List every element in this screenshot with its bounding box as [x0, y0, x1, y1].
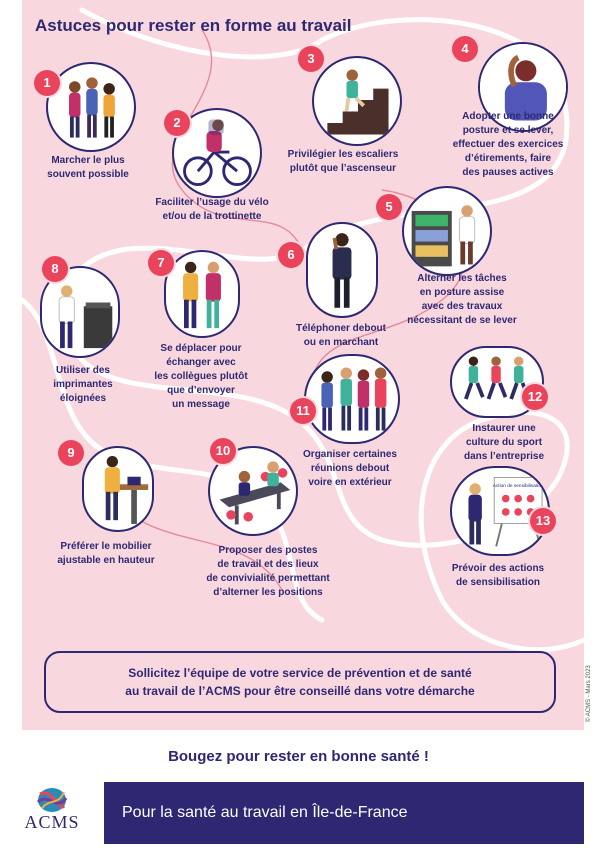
poster-title: Astuces pour rester en forme au travail	[35, 16, 352, 35]
board-title: Action de sensibilisation	[492, 484, 544, 490]
standing-desk-icon	[82, 446, 154, 532]
tip-number: 1	[34, 70, 60, 96]
tip-text: Marcher le plus souvent possible	[47, 155, 129, 180]
stairs-icon	[312, 56, 402, 146]
tip-text: Alterner les tâches en posture assise avec des travaux nécessitant de se lever	[407, 273, 517, 326]
footer-bar	[104, 782, 584, 844]
logo-text: ACMS	[24, 812, 80, 832]
tip-number: 12	[522, 384, 548, 410]
tip-number: 11	[290, 398, 316, 424]
tip-text: Téléphoner debout ou en marchant	[296, 323, 386, 348]
tip-text: Faciliter l’usage du vélo et/ou de la trottinette	[155, 197, 269, 222]
tip-number: 9	[58, 440, 84, 466]
tip-number: 10	[210, 438, 236, 464]
tip-number: 4	[452, 36, 478, 62]
acms-logo-icon	[32, 786, 72, 814]
tagline: Bougez pour rester en bonne santé !	[168, 748, 429, 765]
tip-text: Proposer des postes de travail et des lieux de convivialité permettant d’alterner les positions	[206, 545, 330, 598]
tip-number: 5	[376, 194, 402, 220]
colleagues-talking-icon	[164, 250, 240, 338]
tip-number: 2	[164, 110, 190, 136]
phone-call-icon	[306, 222, 378, 318]
tip-text: Adopter une bonne posture et se lever, effectuer des exercices d’étirements, faire des pauses actives	[452, 111, 564, 178]
tip-number: 7	[148, 250, 174, 276]
tip-number: 6	[278, 242, 304, 268]
footer-text: Pour la santé au travail en Île-de-France	[122, 804, 408, 821]
tip-number: 8	[42, 256, 68, 282]
cta-box: Sollicitez l’équipe de votre service de prévention et de santé au travail de l’ACMS pour être conseillé dans votre démarche	[44, 651, 556, 713]
tip-text: Prévoir des actions de sensibilisation	[451, 563, 545, 588]
standing-meeting-icon	[304, 354, 400, 444]
tip-text: Organiser certaines réunions debout voire en extérieur	[303, 449, 397, 488]
copyright-credit: © ACMS - Mars 2023	[586, 665, 592, 722]
poster-panel	[22, 0, 584, 730]
tip-number: 13	[530, 508, 556, 534]
tip-text: Privilégier les escaliers plutôt que l’ascenseur	[287, 149, 399, 174]
tip-text: Se déplacer pour échanger avec les collègues plutôt que d’envoyer un message	[154, 343, 248, 410]
tip-number: 3	[298, 46, 324, 72]
acms-logo	[12, 786, 92, 842]
tip-text: Utiliser des imprimantes éloignées	[53, 365, 113, 404]
walking-people-icon	[46, 62, 136, 152]
tip-text: Instaurer une culture du sport dans l’entreprise	[463, 423, 545, 462]
tip-text: Préférer le mobilier ajustable en hauteur	[57, 541, 155, 566]
bookshelf-person-icon	[402, 186, 492, 276]
